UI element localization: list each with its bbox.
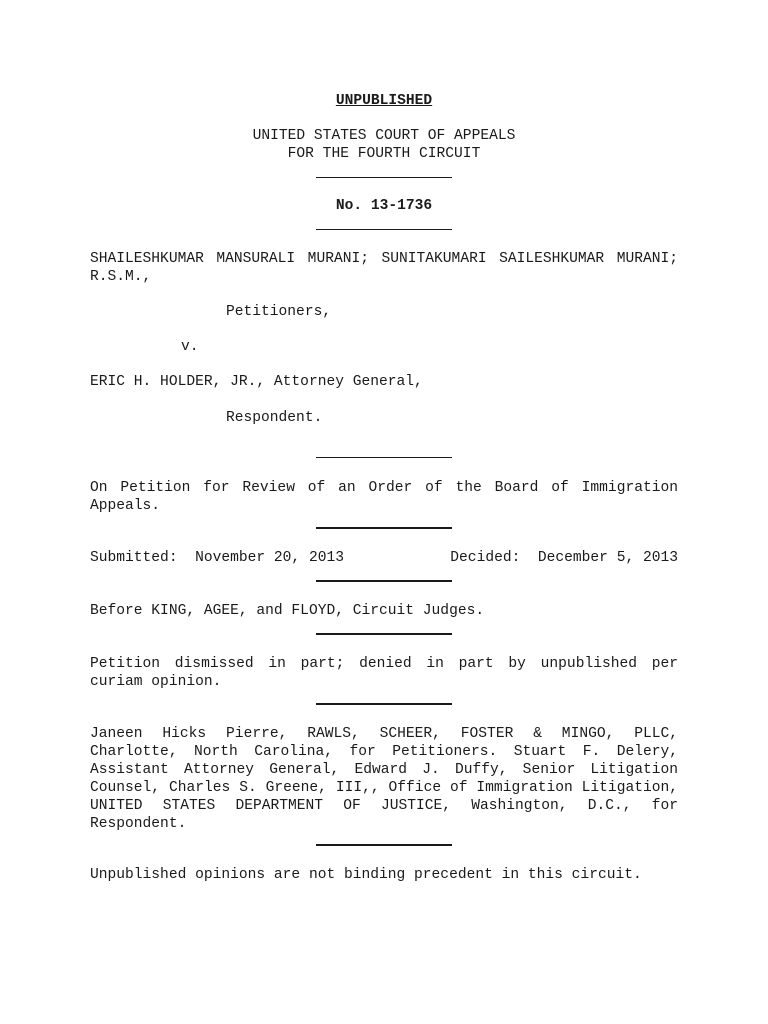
divider <box>316 229 452 230</box>
divider <box>316 457 452 458</box>
court-name-line-1: UNITED STATES COURT OF APPEALS <box>252 128 516 144</box>
petition-description: On Petition for Review of an Order of the Board of Immigration Appeals. <box>90 480 678 514</box>
divider <box>316 527 452 529</box>
respondent-name: ERIC H. HOLDER, JR., Attorney General, <box>90 374 423 390</box>
divider <box>316 177 452 178</box>
precedent-note: Unpublished opinions are not binding precedent in this circuit. <box>90 867 642 883</box>
divider <box>316 703 452 705</box>
case-number: No. 13-1736 <box>335 198 433 214</box>
dates-row <box>90 549 678 567</box>
divider <box>316 580 452 582</box>
petitioners-label: Petitioners, <box>226 304 332 320</box>
versus: v. <box>181 339 199 355</box>
petitioners-names: SHAILESHKUMAR MANSURALI MURANI; SUNITAKUMARI SAILESHKUMAR MURANI; R.S.M., <box>90 251 678 285</box>
divider <box>316 844 452 846</box>
unpublished-heading: UNPUBLISHED <box>335 93 433 109</box>
decided-date: Decided: December 5, 2013 <box>450 550 678 566</box>
disposition: Petition dismissed in part; denied in part by unpublished per curiam opinion. <box>90 656 678 690</box>
court-name-line-2: FOR THE FOURTH CIRCUIT <box>287 146 481 162</box>
divider <box>316 633 452 635</box>
respondent-label: Respondent. <box>226 410 323 426</box>
judges-panel: Before KING, AGEE, and FLOYD, Circuit Judges. <box>90 603 485 619</box>
counsel-listing: Janeen Hicks Pierre, RAWLS, SCHEER, FOSTER & MINGO, PLLC, Charlotte, North Carolina, for Petitioners. Stuart F. Delery, Assistant Attorney General, Edward J. Duffy, Senior Litigation Counsel, Charles S. Greene, III,, Office of Immigration Litigation, UNITED STATES DEPARTMENT OF JUSTICE, Washington, D.C., for Respondent. <box>90 726 678 832</box>
submitted-date: Submitted: November 20, 2013 <box>90 550 344 566</box>
